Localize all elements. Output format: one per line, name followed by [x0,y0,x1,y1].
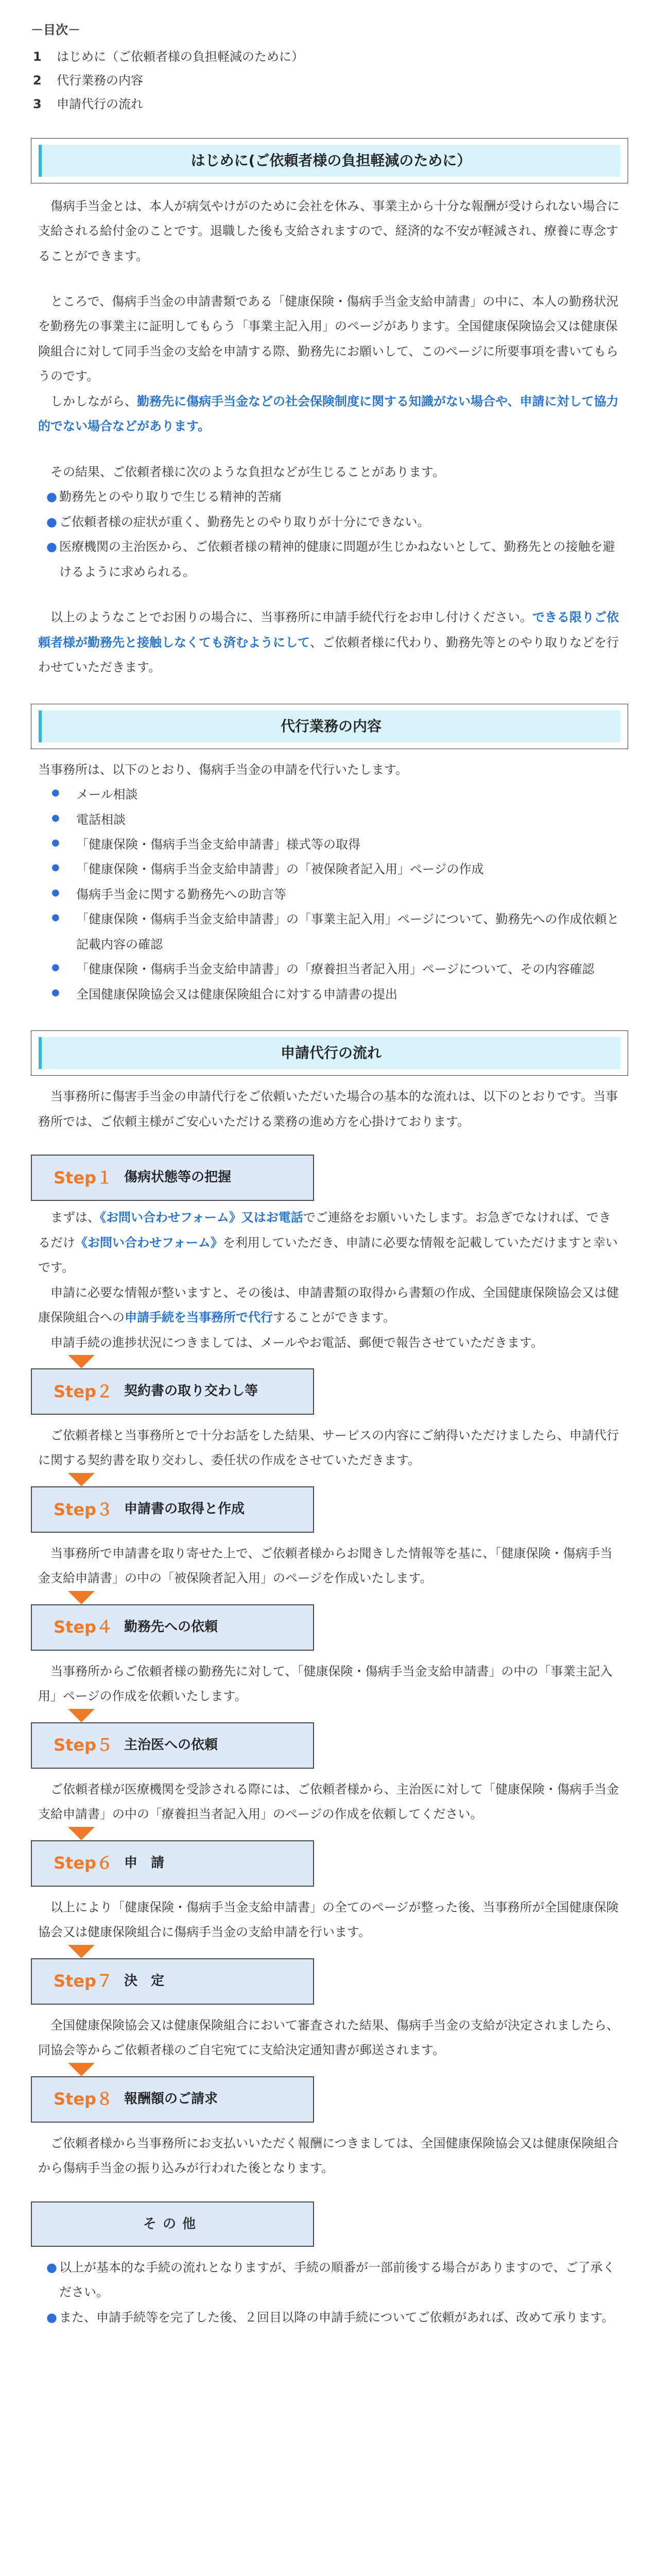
list-item [31,857,628,882]
section-title: 申請代行の流れ [39,1037,620,1069]
table-of-contents [31,19,628,116]
toc-item-3[interactable] [31,93,628,116]
step-title: 申 請 [124,1855,164,1871]
step-paragraph: ご依頼者様と当事務所とで十分お話をした結果、サービスの内容にご納得いただけましたら、申請代行に関する契約書を取り交わし、委任状の作成をさせていただきます。 [38,1428,619,1468]
down-arrow-icon [68,1827,95,1840]
contact-link[interactable]: 《お問い合わせフォーム》又はお電話 [100,1210,303,1225]
down-arrow-icon [68,1355,95,1368]
bullet-dot-icon: ● [51,837,60,848]
bullet-dot-icon: ● [46,2260,57,2275]
list-item-text: ご依頼者様の症状が重く、勤務先とのやり取りが十分にできない。 [59,514,430,529]
other-list [31,2255,628,2330]
bullet-dot-icon: ● [51,862,60,873]
step-number: Step６ [54,1853,113,1873]
step-number: Step５ [54,1735,113,1755]
intro-paragraph [31,605,628,680]
step-title: 申請書の取得と作成 [124,1501,245,1517]
list-item [31,957,628,981]
list-item-text: また、申請手続等を完了した後、２回目以降の申請手続についてご依頼があれば、改めて承ります。 [59,2310,614,2325]
step-number: Step７ [54,1971,113,1991]
list-item [31,534,628,584]
intro-paragraph [31,389,628,439]
list-item-text: メール相談 [76,787,138,802]
list-item [31,510,628,534]
bullet-dot-icon: ● [51,887,60,898]
step-number: Step２ [54,1381,113,1401]
list-item [31,2255,628,2305]
toc-item-2[interactable] [31,69,628,93]
down-arrow-icon [68,1591,95,1604]
text: することができます。 [273,1310,396,1325]
step-paragraph: 以上により「健康保険・傷病手当金支給申請書」の全てのページが整った後、当事務所が全国健康保険協会又は健康保険組合に傷病手当金の支給申請を行います。 [38,1900,619,1940]
bullet-dot-icon: ● [46,539,57,554]
section-header-intro [31,138,628,183]
step-paragraph: 申請手続の進捗状況につきましては、メールやお電話、郵便で報告させていただきます。 [50,1335,544,1350]
step-title: 傷病状態等の把握 [124,1170,231,1185]
section-title: はじめに(ご依頼者様の負担軽減のために） [39,145,620,177]
intro-paragraph: その結果、ご依頼者様に次のような負担などが生じることがあります。 [50,464,445,479]
step-3-box [31,1486,314,1533]
bullet-dot-icon: ● [46,489,57,504]
bullet-dot-icon: ● [51,962,60,973]
intro-paragraph: ところで、傷病手当金の申請書類である「健康保険・傷病手当金支給申請書」の中に、本人の勤務状況を勤務先の事業主に証明してもらう「事業主記入用」のページがあります。全国健康保険協会又は健康保険組合に対して同手当金の支給を申請する際、勤務先にお願いして、このページに所要事項を書いてもらうのです。 [38,294,619,384]
bullet-dot-icon: ● [51,787,60,799]
step-number: Step１ [54,1167,113,1188]
text: 、ご依頼者様に代わり、勤務先等とのやり取りなどを行わせていただきます。 [38,635,619,675]
services-lead: 当事務所は、以下のとおり、傷病手当金の申請を代行いたします。 [38,762,408,777]
services-list [31,782,628,1007]
highlight-text: 申請手続を当事務所で代行 [125,1310,273,1325]
step-5-box [31,1722,314,1769]
toc-label[interactable]: 代行業務の内容 [57,73,143,88]
text: を利用していただき、申請に必要な情報を記載していただけますと幸いです。 [38,1235,618,1275]
list-item-text: 「健康保険・傷病手当金支給申請書」の「被保険者記入用」ページの作成 [76,862,484,877]
step-6-box [31,1840,314,1887]
step-paragraph [31,1205,628,1280]
toc-num: 3 [33,96,42,111]
step-title: 勤務先への依頼 [124,1619,218,1635]
intro-paragraph: 傷病手当金とは、本人が病気やけがのために会社を休み、事業主から十分な報酬が受けられない場合に支給される給付金のことです。退職した後も支給されますので、経済的な不安が軽減され、療養に専念することができます。 [38,198,620,263]
step-2-box [31,1368,314,1415]
list-item [31,832,628,857]
contact-form-link[interactable]: 《お問い合わせフォーム》 [75,1235,223,1250]
toc-label[interactable]: はじめに（ご依頼者様の負担軽減のために） [57,49,304,64]
step-paragraph [31,1280,628,1330]
list-item-text: 電話相談 [76,812,126,827]
step-7-box [31,1958,314,2005]
flow-lead: 当事務所に傷害手当金の申請代行をご依頼いただいた場合の基本的な流れは、以下のとおりです。当事務所では、ご依頼主様がご安心いただける業務の進め方を心掛けております。 [38,1089,618,1129]
list-item [31,907,628,957]
step-title: 契約書の取り交わし等 [124,1383,258,1399]
step-paragraph: 全国健康保険協会又は健康保険組合において審査された結果、傷病手当金の支給が決定されましたら、同協会等からご依頼者様のご自宅宛てに支給決定通知書が郵送されます。 [38,2018,619,2058]
list-item [31,2305,628,2330]
step-title: 決 定 [124,1973,164,1989]
other-heading: その他 [31,2201,314,2247]
toc-heading: －目次－ [31,23,80,37]
list-item-text: 全国健康保険協会又は健康保険組合に対する申請書の提出 [76,987,397,1002]
down-arrow-icon [68,1945,95,1958]
list-item [31,882,628,907]
down-arrow-icon [68,1709,95,1722]
step-paragraph: 当事務所からご依頼者様の勤務先に対して、「健康保険・傷病手当金支給申請書」の中の「事業主記入用」ページの作成を依頼いたします。 [38,1664,613,1704]
step-number: Step３ [54,1499,113,1519]
toc-label[interactable]: 申請代行の流れ [57,96,143,111]
text: 以上のようなことでお困りの場合に、当事務所に申請手続代行をお申し付けください。 [50,610,532,625]
text: でご連絡をお願いいたします。お急ぎでなければ、できるだけ [38,1210,611,1250]
step-8-box [31,2076,314,2123]
step-paragraph: 当事務所で申請書を取り寄せた上で、ご依頼者様からお聞きした情報等を基に、「健康保険・傷病手当金支給申請書」の中の「被保険者記入用」のページを作成いたします。 [38,1546,613,1586]
down-arrow-icon [68,2063,95,2076]
step-paragraph: ご依頼者様から当事務所にお支払いいただく報酬につきましては、全国健康保険協会又は健康保険組合から傷病手当金の振り込みが行われた後となります。 [38,2136,619,2176]
step-paragraph: ご依頼者様が医療機関を受診される際には、ご依頼者様から、主治医に対して「健康保険・傷病手当金支給申請書」の中の「療養担当者記入用」のページの作成を依頼してください。 [38,1782,619,1822]
step-number: Step８ [54,2089,113,2109]
step-title: 主治医への依頼 [124,1737,218,1753]
highlight-text: 勤務先に傷病手当金などの社会保険制度に関する知識がない場合や、申請に対して協力的でない場合などがあります。 [38,394,619,434]
bullet-dot-icon: ● [51,912,60,923]
burden-list [31,484,628,584]
text: まずは、 [50,1210,100,1225]
toc-item-1[interactable] [31,45,628,69]
list-item-text: 医療機関の主治医から、ご依頼者様の精神的健康に問題が生じかねないとして、勤務先との接触を避けるように求められる。 [59,539,615,579]
bullet-dot-icon: ● [51,812,60,823]
list-item-text: 「健康保険・傷病手当金支給申請書」の「事業主記入用」ページについて、勤務先への作成依頼と記載内容の確認 [76,912,619,952]
step-title: 報酬額のご請求 [124,2091,218,2107]
step-number: Step４ [54,1617,113,1637]
toc-num: 1 [33,49,42,64]
list-item [31,982,628,1007]
list-item [31,782,628,807]
section-header-flow [31,1030,628,1076]
list-item-text: 傷病手当金に関する勤務先への助言等 [76,887,286,902]
list-item-text: 「健康保険・傷病手当金支給申請書」の「療養担当者記入用」ページについて、その内容確認 [76,962,595,977]
bullet-dot-icon: ● [46,2310,57,2325]
section-title: 代行業務の内容 [39,710,620,742]
toc-num: 2 [33,73,42,88]
list-item-text: 「健康保険・傷病手当金支給申請書」様式等の取得 [76,837,360,852]
list-item [31,484,628,509]
list-item-text: 勤務先とのやり取りで生じる精神的苦痛 [59,489,282,504]
step-4-box [31,1604,314,1651]
text: しかしながら、 [50,394,137,409]
bullet-dot-icon: ● [46,514,57,529]
highlight-text: できる限りご依頼者様が勤務先と接触しなくても済むようにして [38,610,619,650]
section-header-services [31,704,628,749]
step-1-box [31,1155,314,1201]
down-arrow-icon [68,1473,95,1486]
bullet-dot-icon: ● [51,987,60,998]
list-item-text: 以上が基本的な手続の流れとなりますが、手続の順番が一部前後する場合がありますので、ご了承ください。 [59,2260,615,2300]
list-item [31,807,628,832]
text: 申請に必要な情報が整いますと、その後は、申請書類の取得から書類の作成、全国健康保険協会又は健康保険組合への [38,1285,619,1325]
